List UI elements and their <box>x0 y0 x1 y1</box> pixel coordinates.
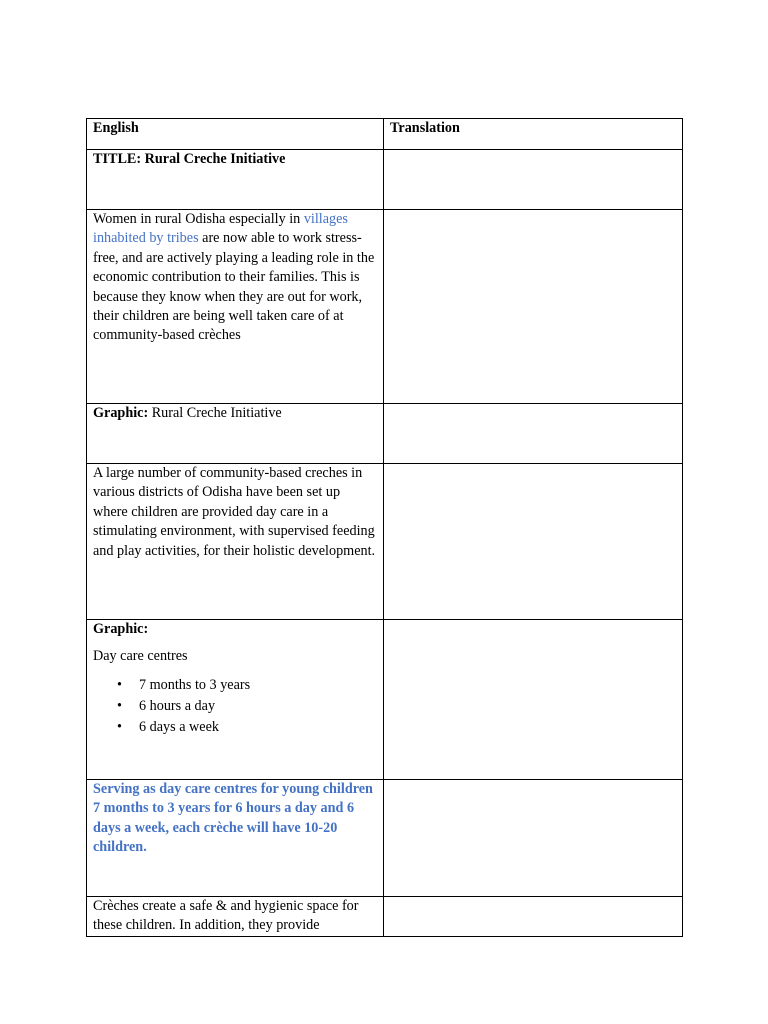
translation-cell-title[interactable] <box>384 150 683 210</box>
table-header-row <box>87 119 683 150</box>
translation-cell-paragraph-1[interactable] <box>384 210 683 404</box>
blue-paragraph: Serving as day care centres for young children 7 months to 3 years for 6 hours a day and 6 days a week, each crèche will have 10-20 children. <box>93 781 373 856</box>
english-cell-paragraph-2 <box>87 464 384 620</box>
table-row-blue-paragraph <box>87 780 683 897</box>
paragraph-2: A large number of community-based creches in various districts of Odisha have been set up where children are provided day care in a stimulating environment, with supervised feeding and play activities, for their holistic development. <box>93 465 376 559</box>
bullet-item: • 7 months to 3 years <box>139 675 377 695</box>
paragraph-3: Crèches create a safe & and hygienic space for these children. In addition, they provide <box>93 898 359 934</box>
header-english: English <box>93 120 139 136</box>
paragraph-1 <box>93 210 377 346</box>
paragraph-1-text-a: Women in rural Odisha especially in <box>93 211 304 227</box>
english-cell-blue-paragraph <box>87 780 384 897</box>
villages-tribes-link[interactable]: villages inhabited by tribes <box>93 211 348 247</box>
table-row-paragraph-1 <box>87 210 683 404</box>
table-row-graphic-2 <box>87 620 683 780</box>
translation-cell-blue-paragraph[interactable] <box>384 780 683 897</box>
english-cell-title <box>87 150 384 210</box>
header-cell-translation <box>384 119 683 150</box>
header-translation: Translation <box>390 120 460 136</box>
table-row-paragraph-3 <box>87 897 683 937</box>
graphic-2-bullet-list <box>93 675 377 737</box>
table-row-paragraph-2 <box>87 464 683 620</box>
translation-cell-paragraph-3[interactable] <box>384 897 683 937</box>
title-text: TITLE: Rural Creche Initiative <box>93 151 286 167</box>
translation-cell-graphic-2[interactable] <box>384 620 683 780</box>
english-cell-paragraph-1 <box>87 210 384 404</box>
header-cell-english <box>87 119 384 150</box>
translation-cell-graphic-1[interactable] <box>384 404 683 464</box>
table-row-graphic-1 <box>87 404 683 464</box>
bullet-item: • 6 hours a day <box>139 696 377 716</box>
bullet-item: • 6 days a week <box>139 717 377 737</box>
table-row-title <box>87 150 683 210</box>
translation-table <box>86 118 683 937</box>
graphic-2-label: Graphic: <box>93 621 149 637</box>
translation-cell-paragraph-2[interactable] <box>384 464 683 620</box>
graphic-2-subtitle: Day care centres <box>93 648 188 665</box>
english-cell-graphic-1 <box>87 404 384 464</box>
paragraph-1-text-b: are now able to work stress-free, and are actively playing a leading role in the economic contribution to their families. This is because they know when they are out for work, their children are being well taken care of at community-based crèches <box>93 230 375 344</box>
graphic-1-label: Graphic: <box>93 405 149 421</box>
graphic-1-text: Rural Creche Initiative <box>148 405 282 421</box>
english-cell-paragraph-3 <box>87 897 384 937</box>
english-cell-graphic-2 <box>87 620 384 780</box>
